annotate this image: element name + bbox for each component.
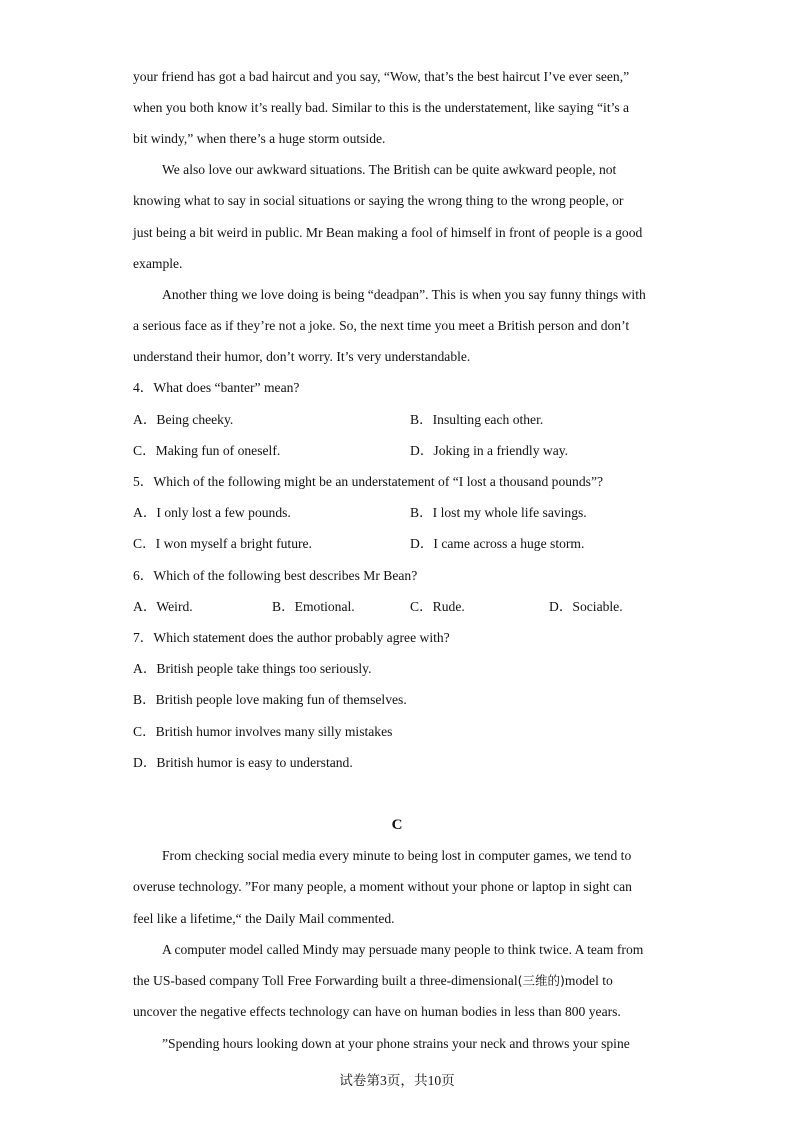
passage-line: just being a bit weird in public. Mr Bean making a fool of himself in front of people is a good — [133, 225, 643, 240]
answer-option: C．British humor involves many silly mistakes — [133, 724, 393, 739]
passage-line: bit windy,” when there’s a huge storm outside. — [133, 131, 386, 146]
answer-option: B．British people love making fun of themselves. — [133, 692, 407, 707]
answer-option: B．Emotional. — [272, 599, 355, 614]
passage-line: a serious face as if they’re not a joke. So, the next time you meet a British person and don’t — [133, 318, 630, 333]
chinese-gloss: (三维的) — [517, 973, 565, 988]
answer-option: C．Rude. — [410, 599, 465, 614]
passage-line: From checking social media every minute to being lost in computer games, we tend to — [162, 848, 632, 863]
answer-option: C．Making fun of oneself. — [133, 443, 281, 458]
passage-line: overuse technology. ”For many people, a moment without your phone or laptop in sight can — [133, 879, 632, 894]
passage-line: your friend has got a bad haircut and you say, “Wow, that’s the best haircut I’ve ever seen,” — [133, 69, 630, 84]
answer-option: D．Sociable. — [549, 599, 623, 614]
passage-line: feel like a lifetime,“ the Daily Mail commented. — [133, 911, 395, 926]
answer-option: D．I came across a huge storm. — [410, 536, 585, 551]
passage-line: A computer model called Mindy may persuade many people to think twice. A team from — [162, 942, 644, 957]
answer-option: D．British humor is easy to understand. — [133, 755, 353, 770]
passage-line: Another thing we love doing is being “deadpan”. This is when you say funny things with — [162, 287, 646, 302]
answer-option: A．Being cheeky. — [133, 412, 234, 427]
section-heading: C — [391, 817, 403, 833]
passage-line: example. — [133, 256, 183, 271]
answer-option: A．I only lost a few pounds. — [133, 505, 291, 520]
passage-line: We also love our awkward situations. The British can be quite awkward people, not — [162, 162, 617, 177]
page-footer: 试卷第3页，共10页 — [339, 1073, 455, 1088]
question-stem: 4．What does “banter” mean? — [133, 380, 300, 395]
passage-line: ”Spending hours looking down at your phone strains your neck and throws your spine — [162, 1036, 630, 1051]
answer-option: A．British people take things too seriously. — [133, 661, 372, 676]
answer-option: B．Insulting each other. — [410, 412, 544, 427]
passage-line: uncover the negative effects technology can have on human bodies in less than 800 years. — [133, 1004, 621, 1019]
answer-option: C．I won myself a bright future. — [133, 536, 312, 551]
answer-option: A．Weird. — [133, 599, 193, 614]
passage-line — [133, 971, 613, 991]
question-stem: 6．Which of the following best describes Mr Bean? — [133, 568, 418, 583]
passage-line: when you both know it’s really bad. Similar to this is the understatement, like saying “it’s a — [133, 100, 630, 115]
answer-option: D．Joking in a friendly way. — [410, 443, 569, 458]
passage-text: model to — [564, 973, 613, 988]
answer-option: B．I lost my whole life savings. — [410, 505, 587, 520]
passage-line: understand their humor, don’t worry. It’s very understandable. — [133, 349, 471, 364]
question-stem: 5．Which of the following might be an understatement of “I lost a thousand pounds”? — [133, 474, 604, 489]
question-stem: 7．Which statement does the author probably agree with? — [133, 630, 450, 645]
passage-line: knowing what to say in social situations or saying the wrong thing to the wrong people, or — [133, 193, 624, 208]
passage-text: the US-based company Toll Free Forwarding built a three-dimensional — [133, 973, 518, 988]
